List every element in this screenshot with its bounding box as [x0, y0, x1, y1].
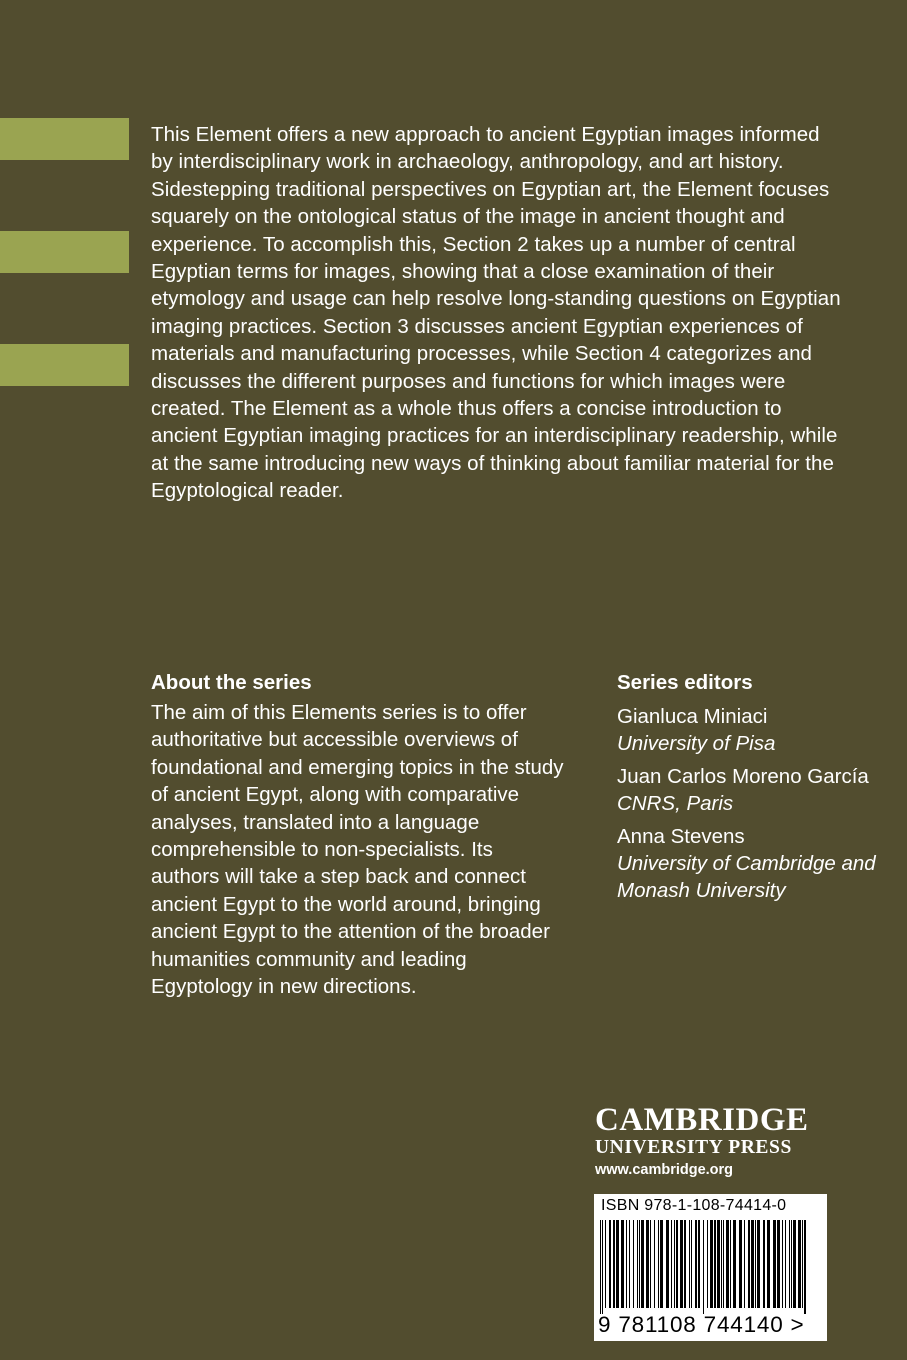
barcode-stripe: [726, 1220, 729, 1308]
barcode-stripe: [733, 1220, 736, 1308]
barcode-stripe: [639, 1220, 640, 1308]
barcode-stripe: [714, 1220, 716, 1308]
barcode-stripe: [748, 1220, 750, 1308]
book-description: This Element offers a new approach to ancient Egyptian images informed by interdisciplinary work in archaeology, anthropology, and art history. Sidestepping traditional perspectives on Egyptian art, the Element focuses squarely on the ontological status of the image in ancient thought and experience. To accomplish this, Section 2 takes up a number of central Egyptian terms for images, showing that a close examination of their etymology and usage can help resolve long-standing questions on Egyptian imaging practices. Section 3 discusses ancient Egyptian experiences of materials and manufacturing processes, while Section 4 categorizes and discusses the different purposes and functions for which images were created. The Element as a whole thus offers a concise introduction to ancient Egyptian imaging practices for an interdisciplinary readership, while at the same introducing new ways of thinking about familiar material for the Egyptological reader.: [151, 123, 841, 503]
editor-name: Gianluca Miniaci: [617, 705, 768, 728]
barcode-stripe: [633, 1220, 634, 1308]
barcode-stripe: [703, 1220, 704, 1314]
barcode-stripe: [707, 1220, 708, 1308]
barcode-stripe: [650, 1220, 651, 1308]
barcode-stripe: [605, 1220, 606, 1308]
publisher-url: www.cambridge.org: [595, 1162, 734, 1178]
barcode-stripe: [791, 1220, 792, 1308]
publisher-subtitle: UNIVERSITY PRESS: [595, 1137, 792, 1158]
editor-entry: [617, 703, 887, 758]
barcode-stripe: [723, 1220, 724, 1308]
barcode-stripe: [730, 1220, 731, 1308]
barcode-stripe: [739, 1220, 742, 1308]
barcode-stripe: [616, 1220, 619, 1308]
barcode-stripe: [751, 1220, 754, 1308]
barcode-stripe: [626, 1220, 627, 1308]
barcode-stripe: [798, 1220, 801, 1308]
barcode-stripe: [789, 1220, 790, 1308]
editor-affiliation: CNRS, Paris: [617, 792, 734, 816]
barcode-stripe: [689, 1220, 690, 1308]
editor-entry: [617, 763, 887, 818]
barcode-stripe: [674, 1220, 675, 1308]
barcode-stripe: [609, 1220, 611, 1308]
accent-bar-bottom: [0, 344, 129, 386]
barcode-stripe: [721, 1220, 722, 1308]
editor-entry: [617, 823, 887, 905]
barcode-stripe: [744, 1220, 745, 1308]
barcode-stripe: [660, 1220, 663, 1308]
editor-affiliation: University of Pisa: [617, 732, 776, 756]
barcode-stripe: [710, 1220, 713, 1308]
barcode-stripe: [698, 1220, 700, 1308]
barcode-stripe: [757, 1220, 760, 1308]
about-series-heading: About the series: [151, 671, 312, 694]
barcode-stripe: [802, 1220, 803, 1308]
barcode-stripe: [793, 1220, 796, 1308]
barcode-stripe: [613, 1220, 615, 1308]
editor-name: Juan Carlos Moreno García: [617, 764, 869, 788]
barcode-stripe: [763, 1220, 765, 1308]
barcode-digits: 9 781108 744140 >: [598, 1312, 805, 1337]
barcode-stripe: [641, 1220, 644, 1308]
publisher-logo: [595, 1103, 827, 1181]
barcode-stripe: [621, 1220, 624, 1308]
series-editors-list: [617, 703, 887, 910]
publisher-name: CAMBRIDGE: [595, 1102, 809, 1138]
barcode-stripe: [671, 1220, 672, 1308]
barcode-stripe: [782, 1220, 783, 1308]
barcode-stripe: [777, 1220, 780, 1308]
editor-name: Anna Stevens: [617, 824, 745, 848]
barcode-stripe: [785, 1220, 786, 1308]
barcode-bars: [600, 1220, 808, 1314]
barcode-stripe: [666, 1220, 669, 1308]
barcode-stripe: [629, 1220, 630, 1308]
barcode-stripe: [676, 1220, 678, 1308]
barcode-stripe: [654, 1220, 655, 1308]
barcode-stripe: [600, 1220, 601, 1314]
barcode-stripe: [637, 1220, 638, 1308]
barcode-stripe: [767, 1220, 770, 1308]
barcode-stripe: [646, 1220, 649, 1308]
barcode-stripe: [658, 1220, 659, 1308]
isbn-label: ISBN 978-1-108-74414-0: [601, 1197, 787, 1214]
barcode-stripe: [755, 1220, 756, 1308]
barcode-stripe: [602, 1220, 603, 1314]
barcode-stripe: [804, 1220, 806, 1314]
barcode-stripe: [691, 1220, 692, 1308]
accent-bar-middle: [0, 231, 129, 273]
about-series-text: The aim of this Elements series is to offer authoritative but accessible overviews of foundational and emerging topics in the study of ancient Egypt, along with comparative analyses, translated into a language comprehensible to non-specialists. Its authors will take a step back and connect ancient Egypt to the world around, bringing ancient Egypt to the attention of the broader humanities community and leading Egyptology in new directions.: [151, 701, 564, 999]
barcode-stripe: [680, 1220, 683, 1308]
barcode-stripe: [684, 1220, 686, 1308]
editor-affiliation: University of Cambridge and Monash University: [617, 852, 876, 903]
barcode-stripe: [717, 1220, 720, 1308]
series-editors-heading: Series editors: [617, 671, 753, 694]
barcode-stripe: [695, 1220, 697, 1308]
accent-bar-top: [0, 118, 129, 160]
barcode-stripe: [773, 1220, 776, 1308]
isbn-barcode: [594, 1194, 827, 1341]
